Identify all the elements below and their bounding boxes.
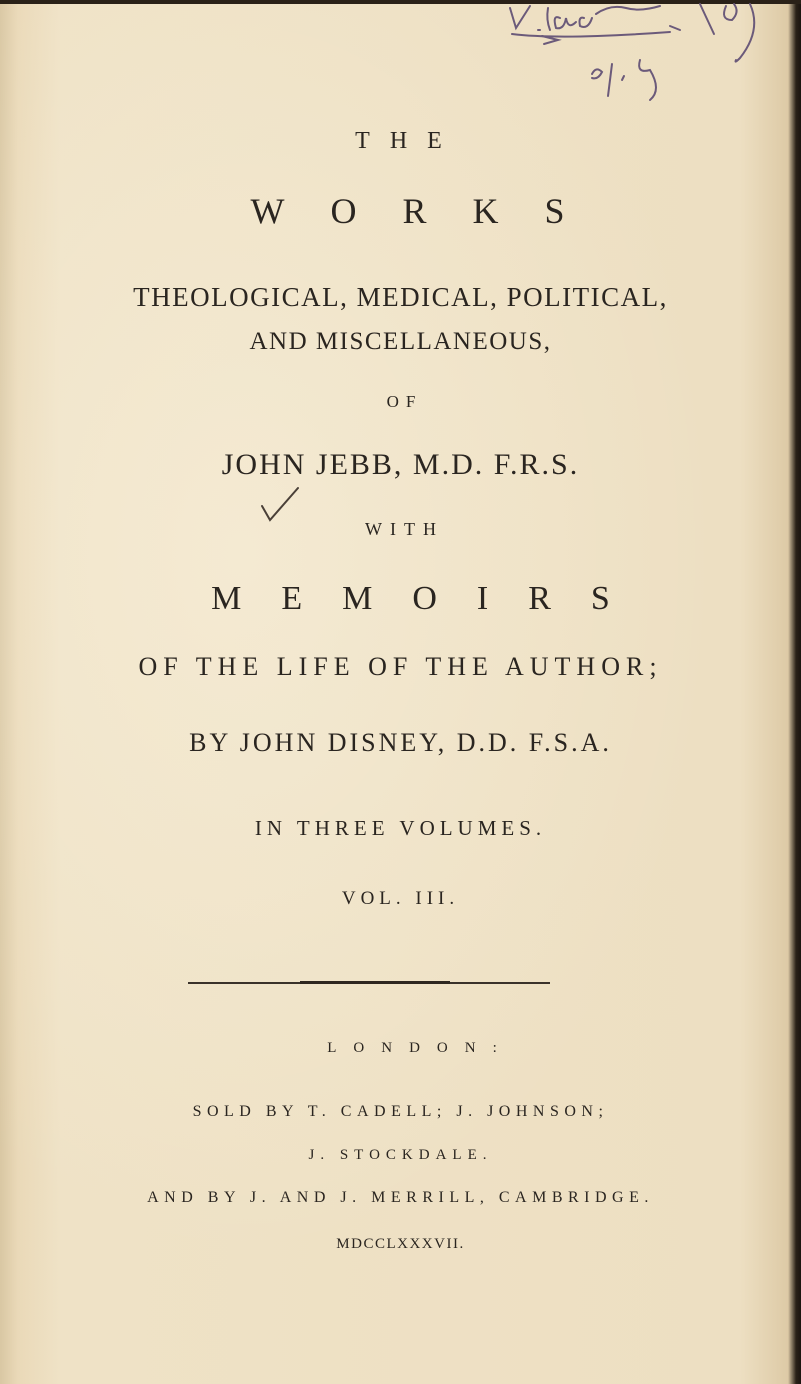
imprint-city: LONDON: bbox=[327, 1040, 514, 1056]
imprint-merrill: AND BY J. AND J. MERRILL, CAMBRIDGE. bbox=[147, 1189, 654, 1206]
title-of: OF bbox=[386, 392, 423, 411]
subtitle-line-2: AND MISCELLANEOUS, bbox=[249, 328, 552, 355]
imprint-stockdale: J. STOCKDALE. bbox=[308, 1147, 493, 1163]
title-memoirs: MEMOIRS bbox=[211, 580, 650, 617]
title-the: THE bbox=[355, 128, 462, 154]
subtitle-line-1: THEOLOGICAL, MEDICAL, POLITICAL, bbox=[133, 282, 668, 312]
imprint-date: MDCCLXXXVII. bbox=[336, 1236, 465, 1252]
volume-number: VOL. III. bbox=[341, 888, 460, 909]
volume-count: IN THREE VOLUMES. bbox=[254, 816, 547, 840]
editor-line: BY JOHN DISNEY, D.D. F.S.A. bbox=[189, 728, 612, 757]
title-works: WORKS bbox=[250, 191, 611, 231]
imprint-sold-by: SOLD BY T. CADELL; J. JOHNSON; bbox=[192, 1103, 609, 1120]
handwritten-signature bbox=[500, 0, 790, 110]
title-with: WITH bbox=[365, 519, 444, 539]
title-of-the-life: OF THE LIFE OF THE AUTHOR; bbox=[138, 652, 663, 681]
author-name: JOHN JEBB, M.D. F.R.S. bbox=[221, 448, 580, 481]
divider-rule-center bbox=[300, 981, 450, 984]
